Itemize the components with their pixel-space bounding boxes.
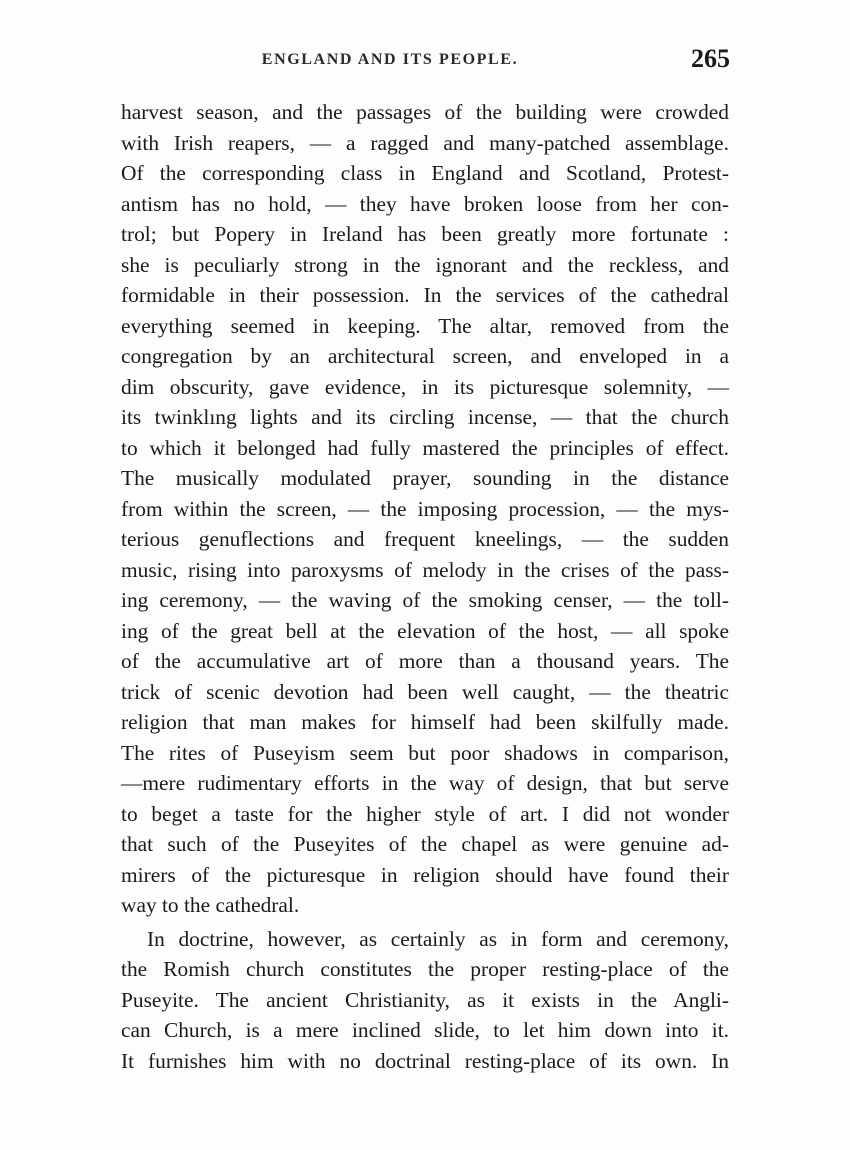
text-line: from within the screen, — the imposing procession, — the mys- <box>121 496 729 521</box>
text-line: antism has no hold, — they have broken loose from her con- <box>121 191 729 216</box>
text-line: of the accumulative art of more than a thousand years. The <box>121 649 729 673</box>
paragraph <box>121 924 729 1077</box>
text-line: way to the cathedral. <box>121 893 300 917</box>
running-title: ENGLAND AND ITS PEOPLE. <box>261 51 519 68</box>
text-line: religion that man makes for himself had been skilfully made. <box>121 710 729 734</box>
text-line: The rites of Puseyism seem but poor shadows in comparison, <box>121 740 729 765</box>
text-line: ing of the great bell at the elevation of the host, — all spoke <box>121 618 729 643</box>
text-line: It furnishes him with no doctrinal resting-place of its own. In <box>121 1048 729 1073</box>
text-line: mirers of the picturesque in religion should have found their <box>121 862 729 887</box>
text-line: can Church, is a mere inclined slide, to let him down into it. <box>121 1018 729 1042</box>
text-line: Puseyite. The ancient Christianity, as it exists in the Angli- <box>121 987 729 1012</box>
running-head <box>120 44 730 74</box>
text-line: Of the corresponding class in England and Scotland, Protest- <box>121 161 729 185</box>
text-line: to beget a taste for the higher style of art. I did not wonder <box>121 801 729 826</box>
text-line: The musically modulated prayer, sounding in the distance <box>121 466 729 490</box>
text-line: harvest season, and the passages of the building were crowded <box>121 100 729 124</box>
text-line: with Irish reapers, — a ragged and many-patched assemblage. <box>121 130 729 155</box>
text-line: she is peculiarly strong in the ignorant and the reckless, and <box>121 252 729 277</box>
text-line: music, rising into paroxysms of melody in the crises of the pass- <box>121 557 729 582</box>
paragraph <box>121 97 729 921</box>
text-line: the Romish church constitutes the proper resting-place of the <box>121 957 729 981</box>
text-line: its twinklıng lights and its circling incense, — that the church <box>121 405 729 429</box>
text-line: In doctrine, however, as certainly as in form and ceremony, <box>147 926 729 951</box>
text-line: dim obscurity, gave evidence, in its picturesque solemnity, — <box>121 374 729 399</box>
text-line: everything seemed in keeping. The altar, removed from the <box>121 313 729 338</box>
page-number: 265 <box>691 44 730 73</box>
text-line: trick of scenic devotion had been well caught, — the theatric <box>121 679 729 704</box>
text-line: formidable in their possession. In the services of the cathedral <box>121 283 729 307</box>
text-line: that such of the Puseyites of the chapel as were genuine ad- <box>121 832 729 856</box>
text-line: —mere rudimentary efforts in the way of design, that but serve <box>121 771 729 795</box>
text-line: ing ceremony, — the waving of the smoking censer, — the toll- <box>121 588 729 612</box>
text-line: terious genuflections and frequent kneelings, — the sudden <box>121 527 729 551</box>
text-line: to which it belonged had fully mastered the principles of effect. <box>121 435 729 460</box>
body-text <box>121 97 729 1076</box>
text-line: trol; but Popery in Ireland has been greatly more fortunate : <box>121 222 729 246</box>
text-line: congregation by an architectural screen, and enveloped in a <box>121 344 729 368</box>
